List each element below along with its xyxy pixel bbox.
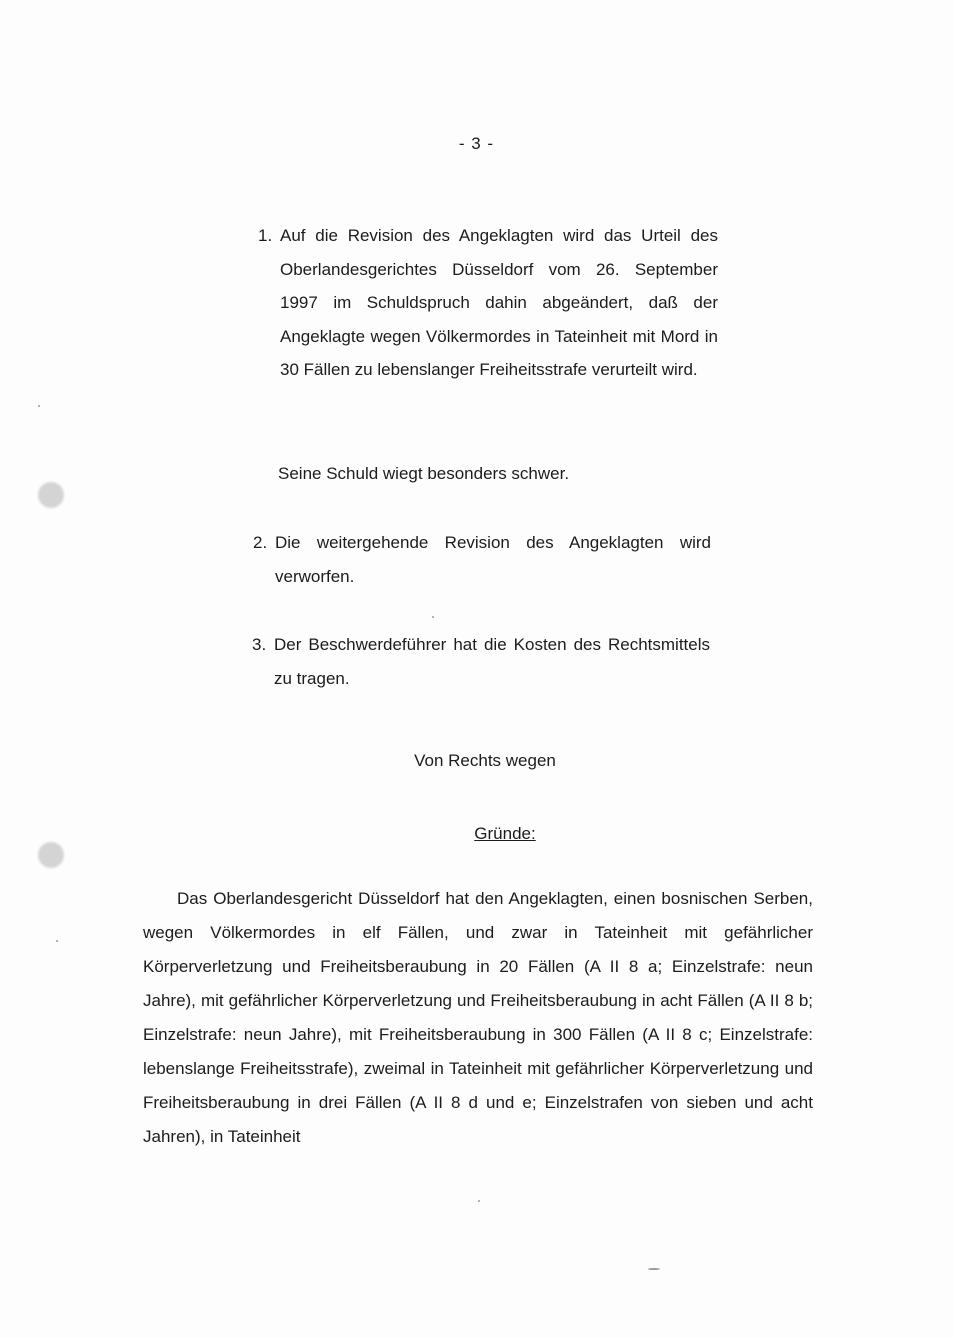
- ruling-item-2: [253, 526, 713, 593]
- ruling-item-number: 2.: [253, 533, 268, 552]
- ruling-item-text: Auf die Revision des Angeklagten wird das Urteil des Oberlandesgerichtes Düsseldorf vom 26. September 1997 im Schuldspruch dahin abgeändert, daß der Angeklagte wegen Völkermordes in Tateinheit mit Mord in 30 Fällen zu lebenslanger Freiheitsstrafe verurteilt wird.: [280, 226, 718, 379]
- reasons-heading: Gründe:: [474, 824, 536, 843]
- scan-speck: [38, 405, 40, 407]
- scan-speck: [478, 1200, 480, 1202]
- scan-speck: [432, 616, 434, 618]
- ruling-item-3: [252, 628, 712, 695]
- ruling-item-text: Die weitergehende Revision des Angeklagten wird verworfen.: [275, 533, 711, 586]
- scan-speck: [648, 1268, 660, 1270]
- ruling-item-text: Der Beschwerdeführer hat die Kosten des Rechtsmittels zu tragen.: [274, 635, 710, 688]
- ruling-item-1: [258, 219, 728, 387]
- ruling-item-number: 1.: [258, 226, 273, 245]
- ruling-item-1-addendum: Seine Schuld wiegt besonders schwer.: [278, 464, 570, 483]
- closing-formula: Von Rechts wegen: [414, 751, 556, 770]
- ruling-item-number: 3.: [252, 635, 267, 654]
- reasons-paragraph: Das Oberlandesgericht Düsseldorf hat den Angeklagten, einen bosnischen Serben, wegen Völkermordes in elf Fällen, und zwar in Tateinheit mit gefährlicher Körperverletzung und Freiheitsberaubung in 20 Fällen (A II 8 a; Einzelstrafe: neun Jahre), mit gefährlicher Körperverletzung und Freiheitsberaubung in acht Fällen (A II 8 b; Einzelstrafe: neun Jahre), mit Freiheitsberaubung in 300 Fällen (A II 8 c; Einzelstrafe: lebenslange Freiheitsstrafe), zweimal in Tateinheit mit gefährlicher Körperverletzung und Freiheitsberaubung in drei Fällen (A II 8 d und e; Einzelstrafen von sieben und acht Jahren), in Tateinheit: [143, 889, 813, 1146]
- punch-hole-upper: [38, 482, 64, 508]
- scan-speck: [56, 940, 58, 942]
- page-number: - 3 -: [458, 134, 495, 153]
- punch-hole-lower: [38, 842, 64, 868]
